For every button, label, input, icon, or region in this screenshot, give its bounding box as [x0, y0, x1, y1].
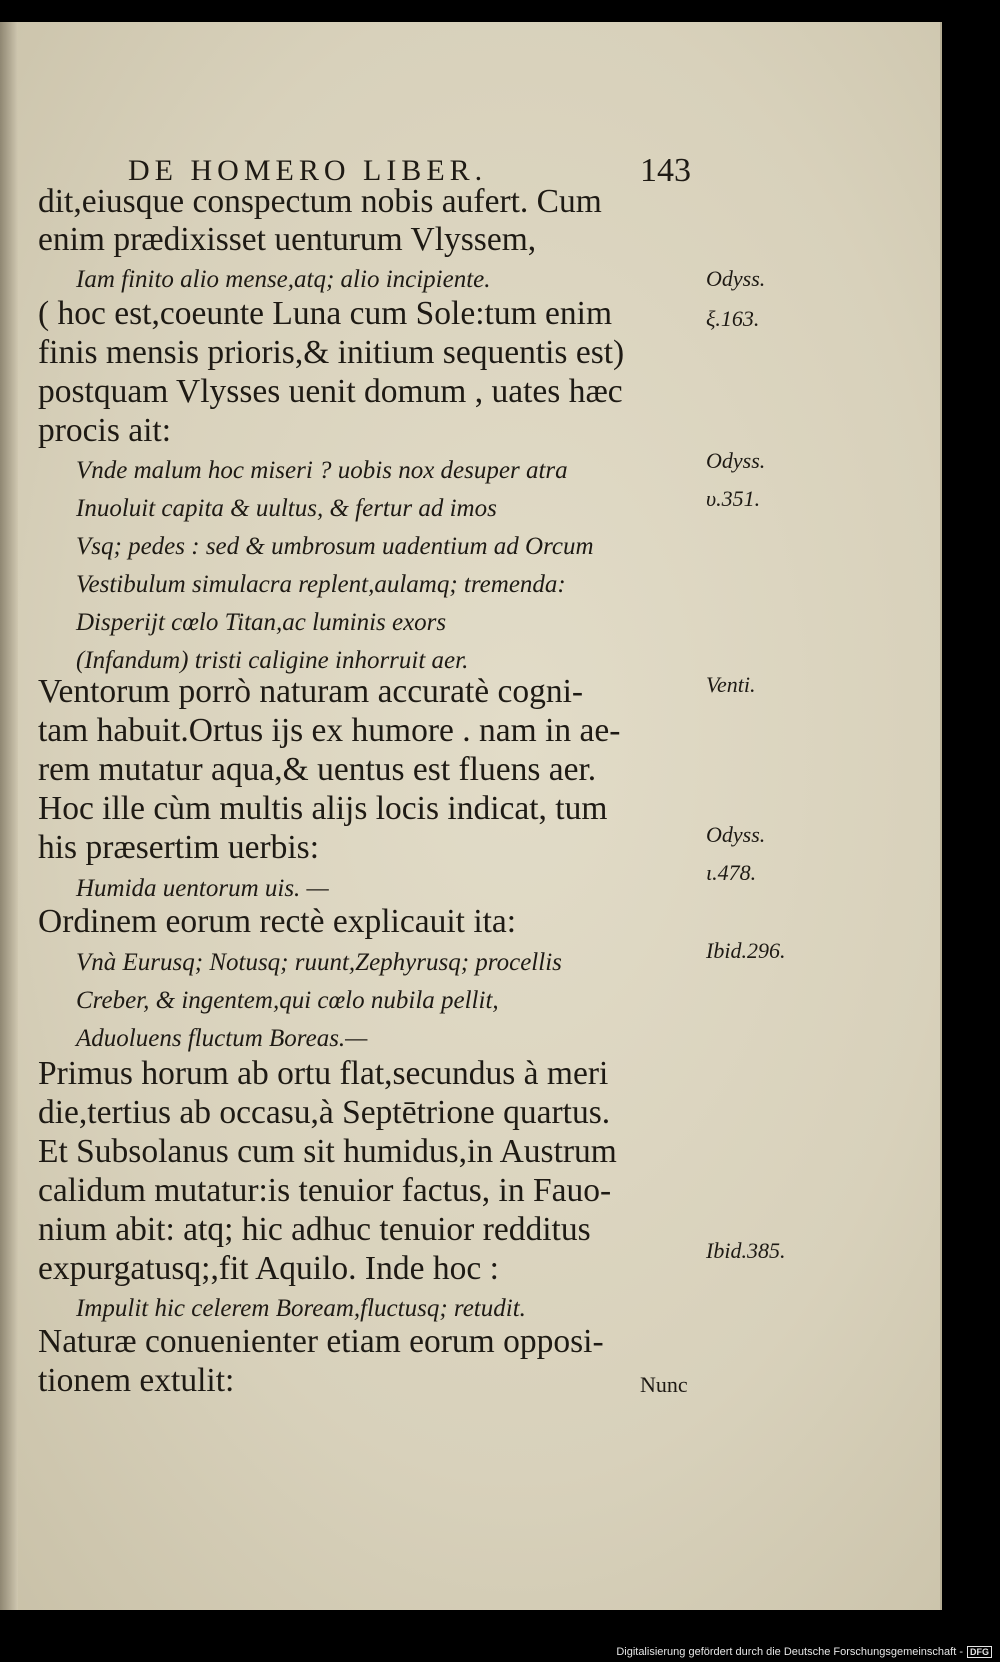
- text-line: tam habuit.Ortus ijs ex humore . nam in ae-: [38, 712, 621, 749]
- margin-note: Odyss.: [706, 266, 766, 291]
- margin-note: Odyss.: [706, 448, 766, 473]
- text-line: dit,eiusque conspectum nobis aufert. Cum: [38, 183, 602, 220]
- verse-line: Aduoluens fluctum Boreas.—: [76, 1025, 368, 1052]
- verse-line: Creber, & ingentem,qui cœlo nubila pellit,: [76, 987, 499, 1014]
- margin-note: ξ.163.: [706, 306, 760, 331]
- verse-line: Humida uentorum uis. —: [76, 875, 329, 902]
- text-line: Naturæ conuenienter etiam eorum opposi-: [38, 1323, 604, 1360]
- margin-note: Ibid.385.: [706, 1238, 786, 1263]
- text-line: tionem extulit:: [38, 1362, 235, 1399]
- margin-note: Ibid.296.: [706, 938, 786, 963]
- page-number: 143: [640, 152, 691, 189]
- text-line: Ventorum porrò naturam accuratè cogni-: [38, 673, 584, 710]
- verse-line: Iam finito alio mense,atq; alio incipiente.: [76, 266, 491, 293]
- text-line: die,tertius ab occasu,à Septētrione quartus.: [38, 1094, 611, 1131]
- catchword: Nunc: [640, 1372, 688, 1397]
- verse-line: Disperijt cœlo Titan,ac luminis exors: [76, 609, 447, 636]
- margin-note: Venti.: [706, 672, 756, 697]
- page-binding-edge: [0, 22, 18, 1610]
- verse-line: Vnde malum hoc miseri ? uobis nox desuper atra: [76, 457, 568, 484]
- verse-line: Vnà Eurusq; Notusq; ruunt,Zephyrusq; procellis: [76, 949, 562, 976]
- digitization-credit: [616, 1646, 992, 1658]
- text-line: postquam Vlysses uenit domum , uates hæc: [38, 373, 623, 410]
- verse-line: Vestibulum simulacra replent,aulamq; tremenda:: [76, 571, 566, 598]
- book-page: [0, 22, 942, 1610]
- verse-line: Impulit hic celerem Boream,fluctusq; retudit.: [76, 1295, 526, 1322]
- text-line: Et Subsolanus cum sit humidus,in Austrum: [38, 1133, 617, 1170]
- text-line: expurgatusq;,fit Aquilo. Inde hoc :: [38, 1250, 499, 1287]
- credit-text: Digitalisierung gefördert durch die Deutsche Forschungsgemeinschaft -: [616, 1646, 963, 1658]
- text-line: Ordinem eorum rectè explicauit ita:: [38, 903, 517, 940]
- verse-line: Vsq; pedes : sed & umbrosum uadentium ad Orcum: [76, 533, 594, 560]
- text-line: rem mutatur aqua,& uentus est fluens aer.: [38, 751, 597, 788]
- running-header: DE HOMERO LIBER.: [128, 154, 488, 187]
- margin-note: υ.351.: [706, 486, 761, 511]
- text-line: Primus horum ab ortu flat,secundus à meri: [38, 1055, 609, 1092]
- verse-line: (Infandum) tristi caligine inhorruit aer.: [76, 647, 469, 674]
- text-line: calidum mutatur:is tenuior factus, in Fauo-: [38, 1172, 612, 1209]
- text-line: ( hoc est,coeunte Luna cum Sole:tum enim: [38, 295, 612, 332]
- dfg-logo: DFG: [967, 1646, 992, 1658]
- text-line: nium abit: atq; hic adhuc tenuior redditus: [38, 1211, 591, 1248]
- text-line: enim prædixisset uenturum Vlyssem,: [38, 221, 537, 258]
- text-line: procis ait:: [38, 412, 172, 449]
- text-line: finis mensis prioris,& initium sequentis est): [38, 334, 625, 371]
- text-line: Hoc ille cùm multis alijs locis indicat, tum: [38, 790, 608, 827]
- margin-note: Odyss.: [706, 822, 766, 847]
- text-line: his præsertim uerbis:: [38, 829, 320, 866]
- verse-line: Inuoluit capita & uultus, & fertur ad imos: [76, 495, 497, 522]
- margin-note: ι.478.: [706, 860, 757, 885]
